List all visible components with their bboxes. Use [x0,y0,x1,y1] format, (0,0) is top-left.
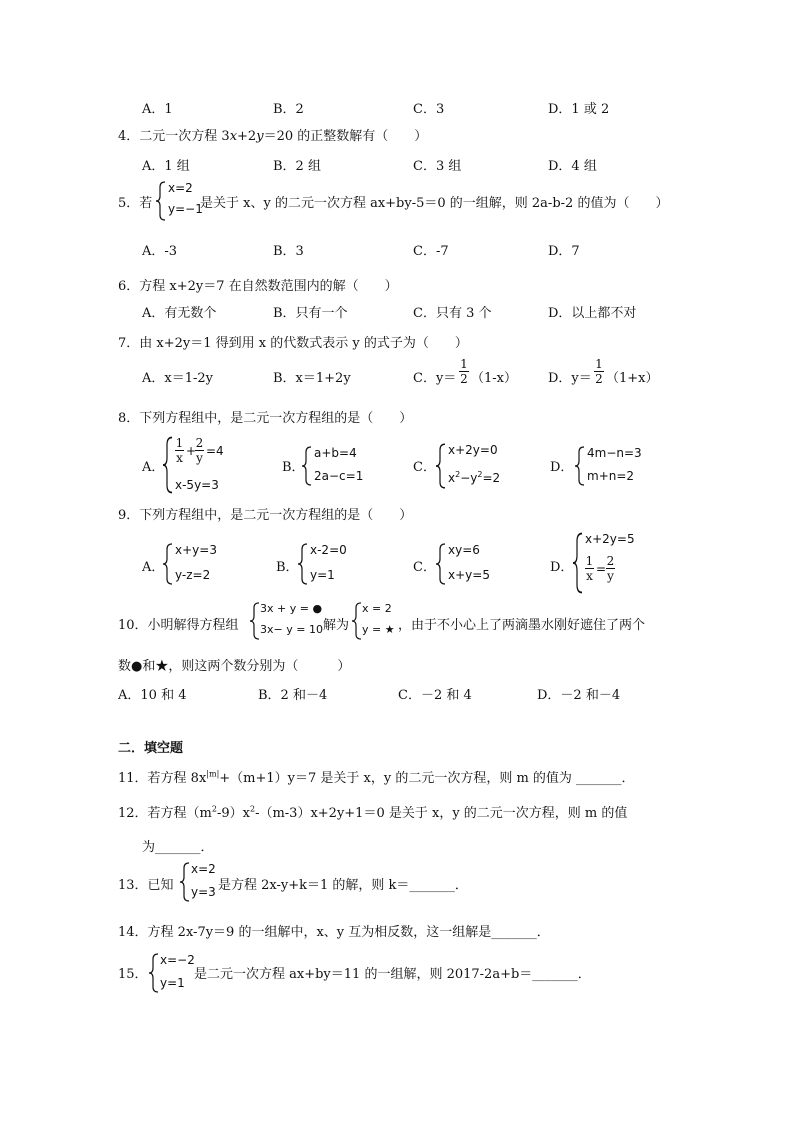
q10-stem-suffix: ，由于不小心上了两滴墨水刚好遮住了两个 [398,618,646,633]
brace-icon [163,543,173,585]
q4-option-d: D．4 组 [548,159,597,174]
q4-option-b: B．2 组 [273,159,321,174]
brace-icon [352,602,362,640]
q4-option-a: A．1 组 [142,159,190,174]
brace-icon [302,446,312,486]
q10-system-2: x = 2 y = ★ [352,602,400,640]
q10-option-d: D．－2 和－4 [537,688,621,703]
q8-option-a-label: A． [142,460,165,475]
brace-icon [250,602,260,640]
q7-option-d-fraction: $\frac{1}{2}$ [595,357,603,386]
q9-option-b-label: B． [276,560,299,575]
q3-option-d: D．1 或 2 [548,102,610,117]
q15-number: 15． [118,967,148,982]
q3-option-a: A．1 [142,102,173,117]
brace-icon [436,543,446,585]
q10-stem-line2: 数●和★，则这两个数分别为（ ） [118,659,351,674]
brace-icon [436,443,446,489]
q10-stem-mid: 解为 [323,618,350,633]
q12-text-line2: 为_______． [142,840,214,855]
q5-stem: 是关于 x、y 的二元一次方程 ax+by-5＝0 的一组解，则 2a-b-2 的值为（ ） [200,196,669,211]
brace-icon [573,532,583,594]
q4-stem: 4．二元一次方程 3x+2y＝20 的正整数解有（ ） [118,129,428,144]
q6-stem: 6．方程 x+2y＝7 在自然数范围内的解（ ） [118,279,398,294]
brace-icon [156,181,166,221]
q7-option-a: A．x＝1-2y [142,371,213,386]
q5-option-c: C．-7 [413,244,449,259]
q8-option-c-system: x+2y=0 $x^2-y^2=2$ [436,443,521,489]
q5-option-d: D．7 [548,244,580,259]
q15-system: x=−2 y=1 [149,953,197,993]
q13-text: 是方程 2x-y+k＝1 的解，则 k＝_______． [218,878,468,893]
q8-option-a-system: $\frac{1}{x}$ + $\frac{2}{y}$ =4 x-5y=3 [163,436,243,494]
q10-system-1: 3x + y = ● 3x− y = 10 [250,602,322,640]
q9-option-c-label: C． [413,560,436,575]
q7-stem: 7．由 x+2y＝1 得到用 x 的代数式表示 y 的式子为（ ） [118,336,468,351]
q15-text: 是二元一次方程 ax+by＝11 的一组解，则 2017-2a+b＝_______． [194,967,591,982]
q5-option-b: B．3 [273,244,304,259]
brace-icon [149,953,159,993]
q9-option-a-label: A． [142,560,165,575]
q6-option-a: A．有无数个 [142,306,217,321]
brace-icon [180,862,190,902]
q13-system: x=2 y=3 [180,862,220,902]
q6-option-b: B．只有一个 [273,306,348,321]
q6-option-c: C．只有 3 个 [413,306,492,321]
q4-option-c: C．3 组 [413,159,462,174]
q14-text: 14．方程 2x-7y＝9 的一组解中，x、y 互为相反数，这一组解是_______． [118,925,550,940]
brace-icon [575,446,585,486]
q10-option-b: B．2 和－4 [258,688,328,703]
q5-system: x=2 y=−1 [156,181,204,221]
q8-option-b-system: a+b=4 2a−c=1 [302,446,372,486]
section-title: 二．填空题 [118,741,184,756]
q12-text: 12．若方程$(m^2-9)x^2-(m-3)x+2y+1=0$ 是关于 x，y 的二元一次方程，则 m 的值 [118,804,628,821]
q7-option-d-suffix: （1+x） [606,371,659,386]
q3-option-c: C．3 [413,102,445,117]
q10-option-c: C．－2 和 4 [398,688,472,703]
q9-option-a-system: x+y=3 y-z=2 [163,543,233,585]
q7-option-b: B．x＝1+2y [273,371,351,386]
q13-number: 13．已知 [118,878,174,893]
q5-option-a: A．-3 [142,244,178,259]
q7-option-c-fraction: $\frac{1}{2}$ [460,357,468,386]
q9-option-c-system: xy=6 x+y=5 [436,543,506,585]
q11-text: 11．若方程 $8x^{|m|}+(m+1)y=7$ 是关于 x，y 的二元一次方程，则 m 的值为 _______． [118,769,635,786]
q6-option-d: D．以上都不对 [548,306,637,321]
q10-stem-prefix: 10．小明解得方程组 [118,618,239,633]
q5-number: 5．若 [118,196,153,211]
q8-option-c-label: C． [413,460,436,475]
q9-option-b-system: x-2=0 y=1 [298,543,368,585]
q3-option-b: B．2 [273,102,304,117]
q8-option-d-label: D． [550,460,574,475]
q7-option-c-suffix: （1-x） [471,371,517,386]
q8-stem: 8．下列方程组中，是二元一次方程组的是（ ） [118,411,413,426]
q7-option-d-prefix: D．y＝ [548,371,592,386]
q7-option-c-prefix: C．y＝ [413,371,457,386]
q9-option-d-system: x+2y=5 $\frac{1}{x}$ = $\frac{2}{y}$ [573,532,658,594]
brace-icon [163,436,173,494]
q8-option-d-system: 4m−n=3 m+n=2 [575,446,650,486]
q10-option-a: A．10 和 4 [118,688,187,703]
q9-stem: 9．下列方程组中，是二元一次方程组的是（ ） [118,508,413,523]
q8-option-b-label: B． [282,460,305,475]
brace-icon [298,543,308,585]
q9-option-d-label: D． [550,560,574,575]
